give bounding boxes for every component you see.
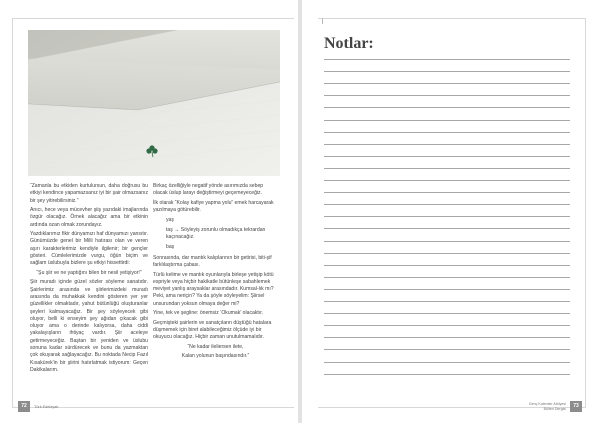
paragraph: Yine, tek ve şegline: önemsiz ‘Okumak’ olacaktır.	[153, 310, 264, 317]
note-line	[324, 241, 570, 242]
footer-left: Türk Edebiyatı	[34, 405, 59, 409]
page-gutter	[298, 0, 302, 423]
paragraph: baş	[166, 244, 175, 251]
paragraph: Yazdıklarımız fikir dünyamızı haf dünyamızı yansıtır. Günümüzde genel bir Milli hatırası olan ve veren aşırı karakterlerimiz kendiyle ilgilenir; bir gençler gösteri. Cümlelerimizde vurgu, öğün biçim ve sağlam üslubuyla bizlere şu etkiyi hissettirdi:	[30, 231, 148, 267]
paragraph: “Ne kadar ileliersen ilete,	[187, 343, 244, 350]
paragraph: Geçmişteki şairlerin ve sanatçıların düştüğü hatalara düşmemek için biret alabileceğimiz ölçüde iyi bir okuyucu olacağız. Hiçbir zaman unutulmamalıdır.	[153, 319, 272, 341]
paragraph: Sonrasında, dar mantık kalıplarının bir getirisi, biti-şif farklılaştırma çabası.	[153, 254, 272, 269]
note-line	[324, 132, 570, 133]
footer-right	[529, 402, 566, 412]
left-text-column-2	[153, 183, 278, 363]
note-line	[324, 362, 570, 363]
note-line	[324, 289, 570, 290]
note-line	[324, 277, 570, 278]
note-line	[324, 301, 570, 302]
left-text-column-1	[30, 183, 148, 376]
note-line	[324, 325, 570, 326]
note-line	[324, 374, 570, 375]
note-line	[324, 228, 570, 229]
note-line	[324, 120, 570, 121]
note-line	[324, 253, 570, 254]
note-line	[324, 144, 570, 145]
paragraph: Birkaç özelliğiyle negatif yönde asırımızda sebep olacak üslup larayı değiştirmeyi geçemeyeceğiz.	[153, 183, 264, 197]
note-line	[324, 168, 570, 169]
envelope-photo	[28, 30, 280, 176]
paragraph: “Zamanla bu etkiden kurtulursun, daha doğrusu bu etkiyi kendince yapamazsanız iyi bir şair olmazsanız bir şey yitirebilirsiniz.”	[30, 183, 148, 204]
note-line	[324, 204, 570, 205]
page-tick-mark	[322, 18, 323, 24]
notes-lines	[324, 59, 570, 387]
paragraph: yaş	[166, 216, 174, 223]
paragraph: Anıcı, hece veya mücevher şiiş yazıdaki imajlarında özgür olacağız. Örnek alacağız ama bir etkinin ardında ozan olmak zorundayız.	[30, 207, 148, 228]
paragraph: İlk olarak “Kolay kafiye yapma yolu” emek harcayarak yazılmaya götürebilir.	[153, 199, 274, 214]
note-line	[324, 59, 570, 60]
footer-right-line2: Bülten Dergisi	[543, 407, 566, 411]
paragraph: Türlü kelime ve mantık oyunlarıyla birleşe yetişip kötü espriyle veya hiçbir hakikatle bütünleşe sabahlemek meviyet yanlış araysaklar arasındadır. Kumsal-lık mı? Peki, ama neriçin? Ya da şöyle söyleyelim: Şiirsel unsurundan yoksun olmaya değer mi?	[153, 271, 274, 307]
note-line	[324, 337, 570, 338]
footer-right-line1: Genç Kalemler Atölyesi	[528, 402, 566, 406]
paragraph: Şiir muradı içinde güzel sözler söyleme sanatıdır. Şairlerimiz arasında ve şiirlerimizdeki muradı arasında da muhakkak kendini gösteren yer yer güzellikler olmaktadır, yahut bütünlüğü oluşturanlar şeyleri kalmayacağız. Bir şey söyleyecek gibi oluyor, belli ki enseyim şey ağıdan çıkacak gibi oluyor ama o derinde kalıyorsa, daha ciddi yakalayışların ihtiyaç vardır. Şiir aceleye getirmeyeceğiz. Baştan bir yeniden ve üslubu sonuna kadar sürdürecek ve bunu da yazmaktan çok okuyarak sağlayacağız. Bu noktada Necip Fazıl Kısakürek'in bir şiirini hatırlatmak istiyorum: Geçen Dakikalarım.	[30, 279, 148, 373]
note-line	[324, 216, 570, 217]
notes-title: Notlar:	[324, 35, 374, 52]
note-line	[324, 83, 570, 84]
note-line	[324, 349, 570, 350]
note-line	[324, 192, 570, 193]
note-line	[324, 71, 570, 72]
quote: “Şu şiir ve ne yaptığını bilen bir nesil yetişiyor!”	[36, 269, 142, 276]
note-line	[324, 265, 570, 266]
paragraph: taş → Söyleyiş zorunlu olmadıkça tekrardan kaçınacağız.	[166, 226, 266, 241]
note-line	[324, 107, 570, 108]
note-line	[324, 180, 570, 181]
note-line	[324, 313, 570, 314]
paragraph: Kalan yolunun başındasındır.”	[181, 353, 250, 360]
note-line	[324, 95, 570, 96]
note-line	[324, 156, 570, 157]
page-number-left: 72	[18, 401, 30, 412]
page-number-right: 73	[570, 401, 582, 412]
